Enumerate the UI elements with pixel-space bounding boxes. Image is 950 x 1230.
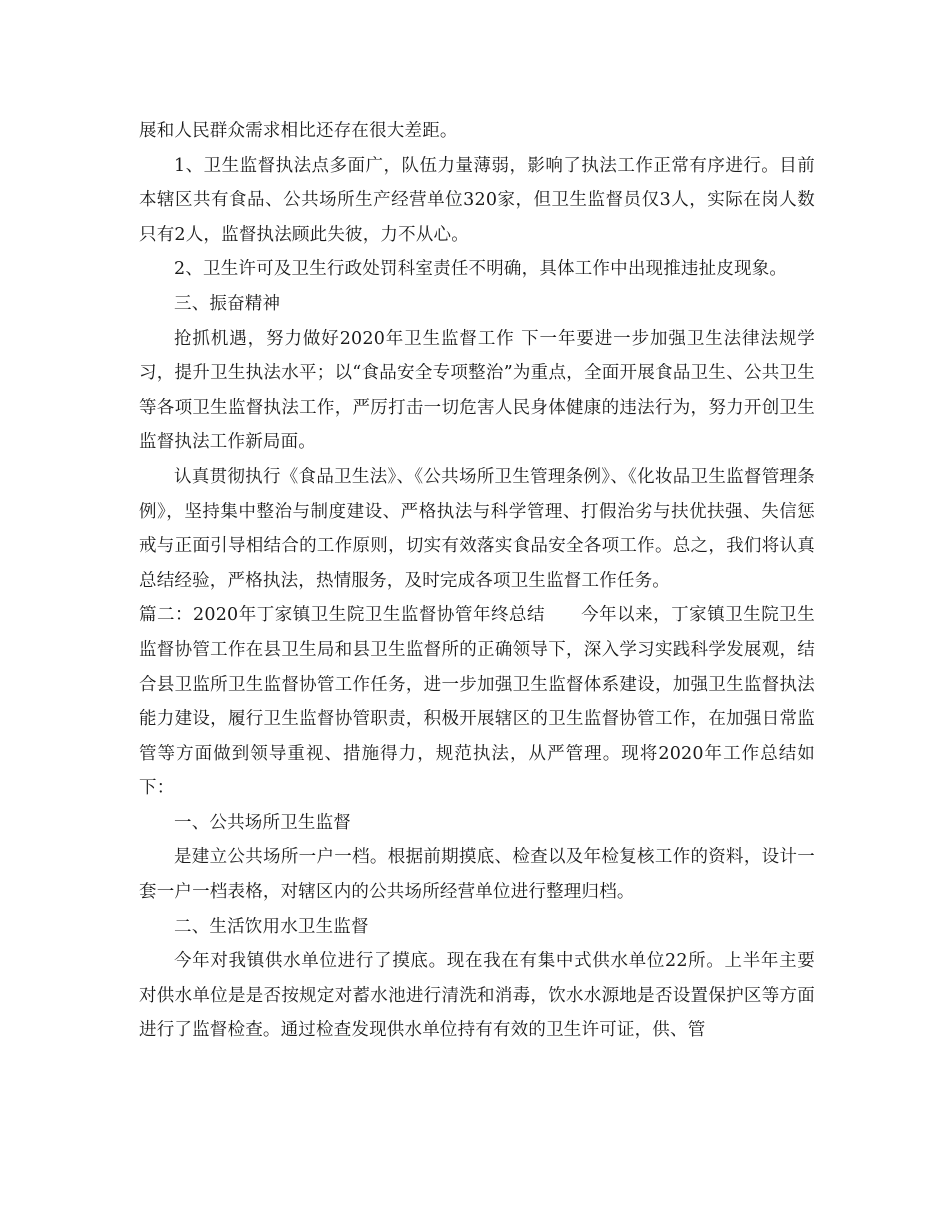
document-body — [139, 114, 815, 1048]
paragraph-part-two: 篇二：2020年丁家镇卫生院卫生监督协管年终总结 今年以来，丁家镇卫生院卫生监督协管工作在县卫生局和县卫生监督所的正确领导下，深入学习实践科学发展观，结合县卫监所卫生监督协管工作任务，进一步加强卫生监督体系建设，加强卫生监督执法能力建设，履行卫生监督协管职责，积极开展辖区的卫生监督协管工作，在加强日常监管等方面做到领导重视、措施得力，规范执法，从严管理。现将2020年工作总结如下： — [139, 605, 815, 799]
paragraph-plan: 抢抓机遇，努力做好2020年卫生监督工作 下一年要进一步加强卫生法律法规学习，提升卫生执法水平；以“食品安全专项整治”为重点，全面开展食品卫生、公共卫生等各项卫生监督执法工作，严厉打击一切危害人民身体健康的违法行为，努力开创卫生监督执法工作新局面。 — [139, 328, 815, 453]
section-heading-public-places: 一、公共场所卫生监督 — [174, 812, 351, 833]
paragraph-issue-1: 1、卫生监督执法点多面广，队伍力量薄弱，影响了执法工作正常有序进行。目前本辖区共有食品、公共场所生产经营单位320家，但卫生监督员仅3人，实际在岗人数只有2人，监督执法顾此失彼，力不从心。 — [139, 155, 815, 245]
paragraph-public-places: 是建立公共场所一户一档。根据前期摸底、检查以及年检复核工作的资料，设计一套一户一档表格，对辖区内的公共场所经营单位进行整理归档。 — [139, 847, 815, 903]
paragraph-continuation: 展和人民群众需求相比还存在很大差距。 — [139, 121, 458, 141]
paragraph-drinking-water: 今年对我镇供水单位进行了摸底。现在我在有集中式供水单位22所。上半年主要对供水单位是是否按规定对蓄水池进行清洗和消毒，饮水水源地是否设置保护区等方面进行了监督检查。通过检查发现供水单位持有有效的卫生许可证，供、管 — [139, 951, 815, 1041]
paragraph-issue-2: 2、卫生许可及卫生行政处罚科室责任不明确，具体工作中出现推违扯皮现象。 — [174, 259, 788, 280]
paragraph-implementation: 认真贯彻执行《食品卫生法》、《公共场所卫生管理条例》、《化妆品卫生监督管理条例》，坚持集中整治与制度建设、严格执法与科学管理、打假治劣与扶优扶强、失信惩戒与正面引导相结合的工作原则，切实有效落实食品安全各项工作。总之，我们将认真总结经验，严格执法，热情服务，及时完成各项卫生监督工作任务。 — [139, 466, 815, 591]
section-heading-drinking-water: 二、生活饮用水卫生监督 — [174, 916, 369, 937]
section-heading-3: 三、振奋精神 — [174, 293, 281, 314]
